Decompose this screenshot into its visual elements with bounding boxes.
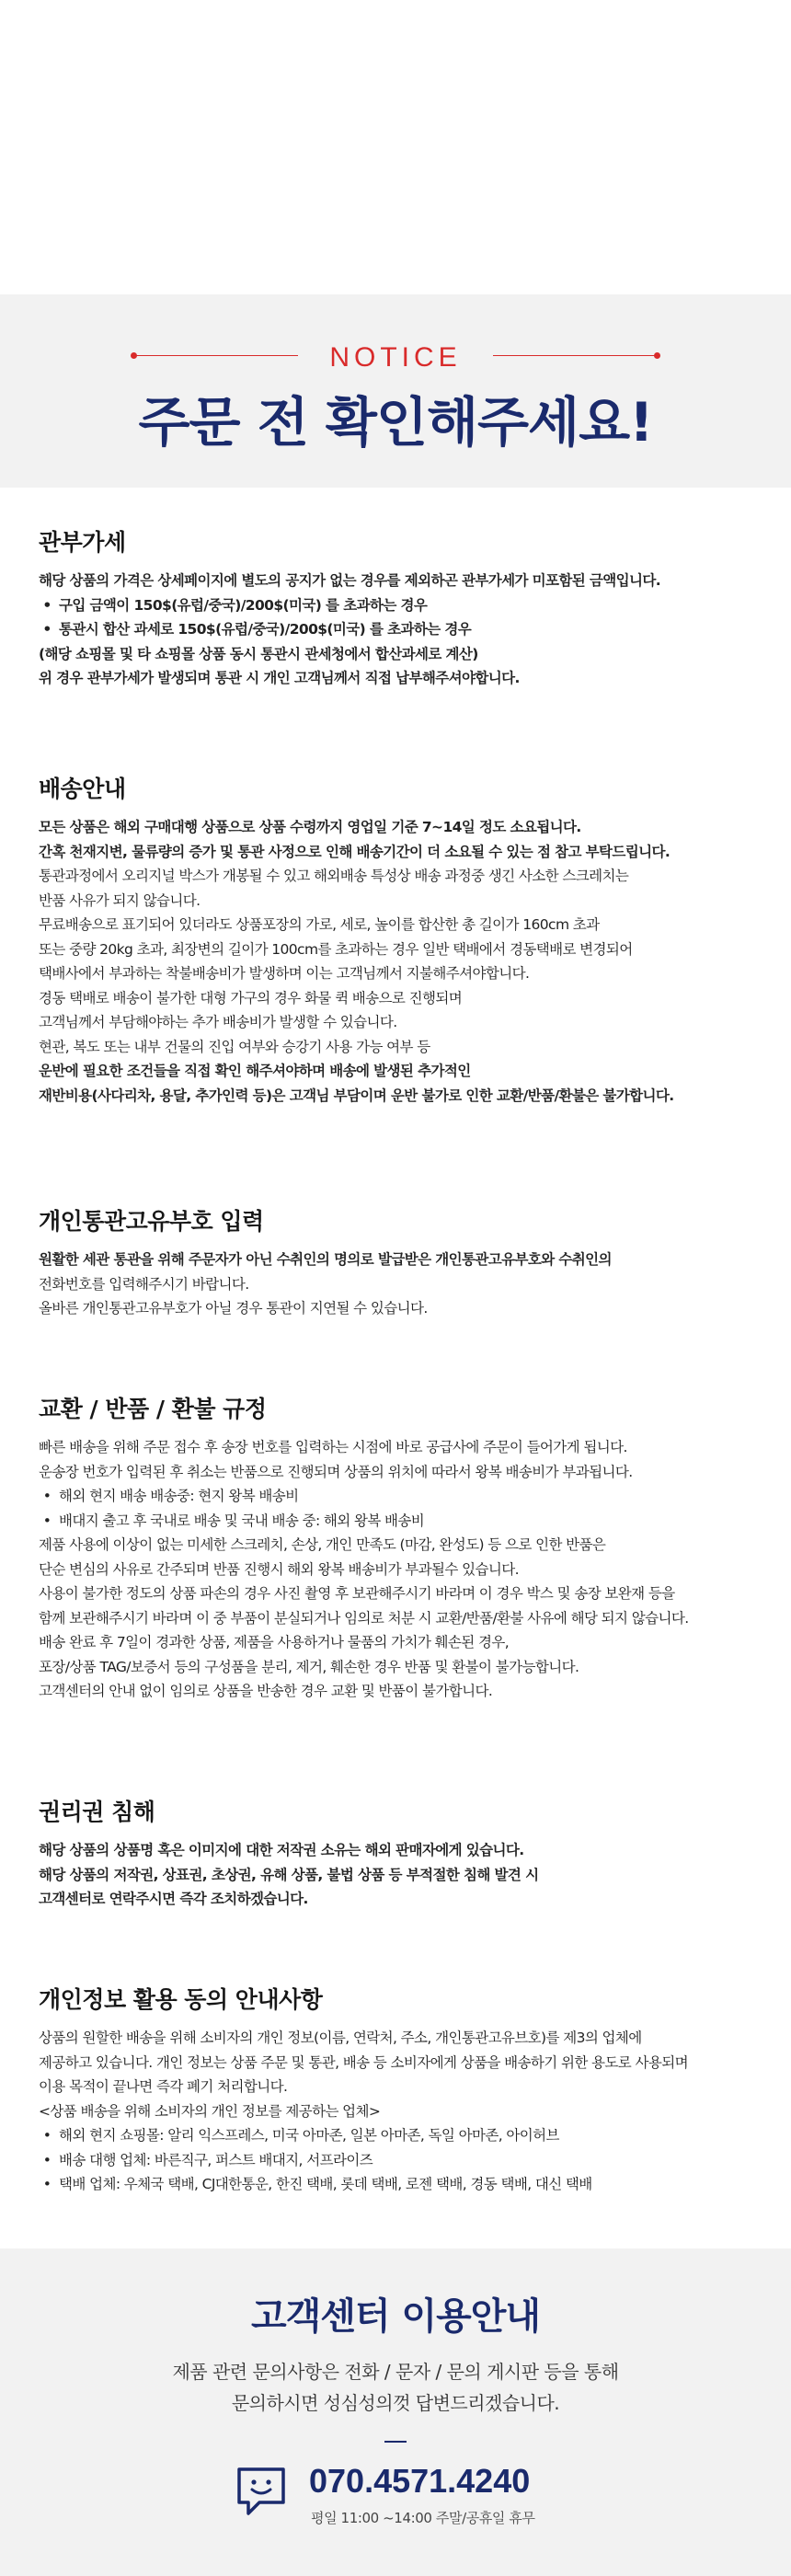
text-line: 위 경우 관부가세가 발생되며 통관 시 개인 고객님께서 직접 납부해주셔야합니다. [39, 670, 520, 686]
bullet-item: • 구입 금액이 150$(유럽/중국)/200$(미국) 를 초과하는 경우 [39, 593, 765, 618]
text-line: 해당 상품의 상품명 혹은 이미지에 대한 저작권 소유는 해외 판매자에게 있습니다. [39, 1842, 524, 1858]
notice-banner [0, 294, 791, 488]
bullet-item: • 택배 업체: 우체국 택배, CJ대한통운, 한진 택배, 롯데 택배, 로젠 택배, 경동 택배, 대신 택배 [39, 2172, 765, 2197]
text-line: 재반비용(사다리차, 용달, 추가인력 등)은 고객님 부담이며 운반 불가로 인한 교환/반품/환불은 불가합니다. [39, 1087, 674, 1104]
text-line: 단순 변심의 사유로 간주되며 반품 진행시 해외 왕복 배송비가 부과될수 있습니다. [39, 1560, 519, 1578]
text-line: 모든 상품은 해외 구매대행 상품으로 상품 수령까지 영업일 기준 7~14일 정도 소요됩니다. [39, 819, 581, 835]
text-line: 택배사에서 부과하는 착불배송비가 발생하며 이는 고객님께서 지불해주셔야합니다. [39, 965, 530, 982]
notice-label-row [0, 337, 791, 374]
text-line: 제품 사용에 이상이 없는 미세한 스크레치, 손상, 개인 만족도 (마감, 완성도) 등 으로 인한 반품은 [39, 1536, 606, 1553]
chat-bubble-icon [232, 2462, 291, 2521]
notice-title: 주문 전 확인해주세요! [138, 391, 653, 454]
text-line: 또는 중량 20kg 초과, 최장변의 길이가 100cm를 초과하는 경우 일반 택배에서 경동택배로 변경되어 [39, 940, 633, 958]
text-line: 현관, 복도 또는 내부 건물의 진입 여부와 승강기 사용 가능 여부 등 [39, 1038, 430, 1055]
text-line: 포장/상품 TAG/보증서 등의 구성품을 분리, 제거, 훼손한 경우 반품 및 환불이 불가능합니다. [39, 1658, 579, 1675]
text-line: 무료배송으로 표기되어 있더라도 상품포장의 가로, 세로, 높이를 합산한 총 길이가 160cm 초과 [39, 916, 600, 933]
text-line: 사용이 불가한 정도의 상품 파손의 경우 사진 촬영 후 보관해주시기 바라며 이 경우 박스 및 송장 보완재 등을 [39, 1585, 675, 1602]
text-line: 함께 보관해주시기 바라며 이 중 부품이 분실되거나 임의로 처분 시 교환/반품/환불 사유에 해당 되지 않습니다. [39, 1609, 689, 1627]
business-hours: 평일 11:00 ~14:00 주말/공휴일 휴무 [311, 2510, 535, 2526]
text-line: 전화번호를 입력해주시기 바랍니다. [39, 1275, 249, 1293]
section-title: 권리권 침해 [39, 1799, 155, 1825]
text-line: 제공하고 있습니다. 개인 정보는 상품 주문 및 통관, 배송 등 소비자에게 상품을 배송하기 위한 용도로 사용되며 [39, 2053, 688, 2071]
bullet-item: • 통관시 합산 과세로 150$(유럽/중국)/200$(미국) 를 초과하는 경우 [39, 617, 765, 642]
section-privacy [39, 1982, 765, 2197]
divider [384, 2441, 407, 2443]
section-title: 개인통관고유부호 입력 [39, 1208, 264, 1235]
text-line: 올바른 개인통관고유부호가 아닐 경우 통관이 지연될 수 있습니다. [39, 1300, 428, 1317]
section-rights [39, 1794, 765, 1912]
text-line: 이용 목적이 끝나면 즉각 폐기 처리합니다. [39, 2078, 288, 2095]
section-title: 교환 / 반품 / 환불 규정 [39, 1396, 267, 1422]
footer-title: 고객센터 이용안내 [250, 2295, 541, 2338]
text-line: 고객센터의 안내 없이 임의로 상품을 반송한 경우 교환 및 반품이 불가합니다. [39, 1683, 493, 1699]
text-line: 운송장 번호가 입력된 후 취소는 반품으로 진행되며 상품의 위치에 따라서 왕복 배송비가 부과됩니다. [39, 1463, 633, 1480]
text-line: 고객님께서 부담해야하는 추가 배송비가 발생할 수 있습니다. [39, 1014, 397, 1030]
top-blank-area [0, 0, 791, 294]
section-shipping [39, 771, 765, 1108]
footer-subtitle-line2: 문의하시면 성심성의껏 답변드리겠습니다. [231, 2392, 560, 2414]
text-line: 반품 사유가 되지 않습니다. [39, 891, 201, 909]
bullet-item: • 배대지 출고 후 국내로 배송 및 국내 배송 중: 해외 왕복 배송비 [39, 1509, 765, 1534]
text-line: 경동 택배로 배송이 불가한 대형 가구의 경우 화물 퀵 배송으로 진행되며 [39, 989, 463, 1006]
section-returns [39, 1391, 765, 1704]
section-pccc [39, 1203, 765, 1321]
section-title: 개인정보 활용 동의 안내사항 [39, 1986, 323, 2013]
text-line: 빠른 배송을 위해 주문 접수 후 송장 번호를 입력하는 시점에 바로 공급사에 주문이 들어가게 됩니다. [39, 1439, 627, 1455]
text-line: 원활한 세관 통관을 위해 주문자가 아닌 수취인의 명의로 발급받은 개인통관고유부호와 수취인의 [39, 1251, 612, 1268]
text-line: 고객센터로 연락주시면 즉각 조치하겠습니다. [39, 1891, 308, 1907]
left-line-ornament [134, 355, 298, 356]
right-line-ornament [493, 355, 657, 356]
section-title: 배송안내 [39, 776, 126, 802]
text-line: 해당 상품의 저작권, 상표권, 초상권, 유해 상품, 불법 상품 등 부적절한 침해 발견 시 [39, 1866, 539, 1883]
section-title: 관부가세 [39, 529, 126, 556]
customer-center-footer [0, 2248, 791, 2576]
bullet-item: • 배송 대행 업체: 바른직구, 퍼스트 배대지, 서프라이즈 [39, 2148, 765, 2173]
bullet-item: • 해외 현지 배송 배송중: 현지 왕복 배송비 [39, 1484, 765, 1509]
footer-subtitle-line1: 제품 관련 문의사항은 전화 / 문자 / 문의 게시판 등을 통해 [172, 2361, 619, 2383]
text-line: 해당 상품의 가격은 상세페이지에 별도의 공지가 없는 경우를 제외하곤 관부가세가 미포함된 금액입니다. [39, 572, 661, 589]
text-line: 운반에 필요한 조건들을 직접 확인 해주셔야하며 배송에 발생된 추가적인 [39, 1063, 471, 1079]
text-line: 간혹 천재지변, 물류량의 증가 및 통관 사정으로 인해 배송기간이 더 소요될 수 있는 점 참고 부탁드립니다. [39, 843, 671, 860]
text-line: 배송 완료 후 7일이 경과한 상품, 제품을 사용하거나 물품의 가치가 훼손된 경우, [39, 1634, 510, 1650]
text-line: <상품 배송을 위해 소비자의 개인 정보를 제공하는 업체> [39, 2102, 381, 2120]
phone-number[interactable]: 070.4571.4240 [309, 2462, 531, 2500]
section-customs [39, 524, 765, 691]
bullet-item: • 해외 현지 쇼핑몰: 알리 익스프레스, 미국 아마존, 일본 아마존, 독일 아마존, 아이허브 [39, 2123, 765, 2148]
text-line: (해당 쇼핑몰 및 타 쇼핑몰 상품 동시 통관시 관세청에서 합산과세로 계산) [39, 645, 478, 662]
text-line: 통관과정에서 오리지널 박스가 개봉될 수 있고 해외배송 특성상 배송 과정중 생긴 사소한 스크레치는 [39, 868, 629, 884]
notice-label: NOTICE [329, 342, 462, 373]
text-line: 상품의 원할한 배송을 위해 소비자의 개인 정보(이름, 연락처, 주소, 개인통관고유브호)를 제3의 업체에 [39, 2030, 642, 2046]
right-dot-ornament [654, 352, 660, 359]
